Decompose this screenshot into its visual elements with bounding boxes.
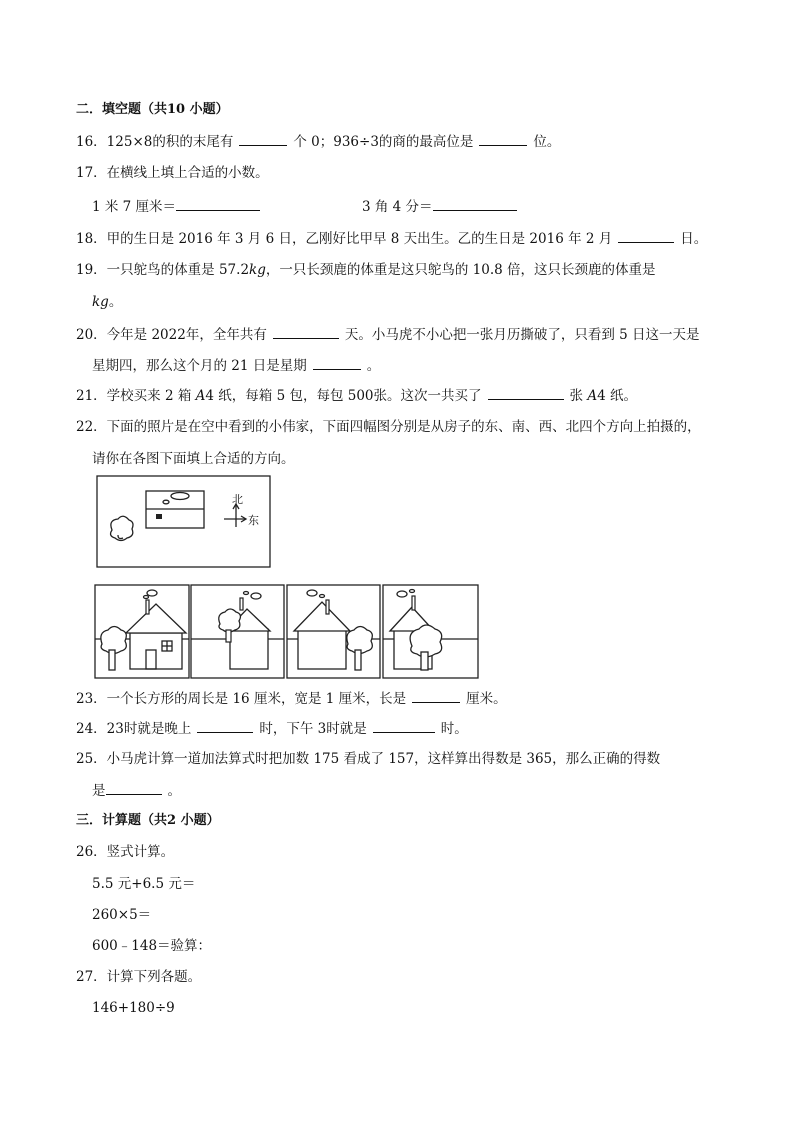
question-26-item-1: 5.5 元+6.5 元＝ xyxy=(92,876,196,892)
question-27-item-1: 146+180÷9 xyxy=(92,1000,175,1016)
chimney-icon xyxy=(156,514,162,519)
q21-text-a2: 4 纸，每箱 5 包，每包 500张。这次一共买了 xyxy=(205,388,482,404)
q16-text-c: 位。 xyxy=(533,134,561,150)
q17-text-a: 1 米 7 厘米＝ xyxy=(92,199,177,215)
q18-text-b: 日。 xyxy=(680,231,708,247)
question-20 xyxy=(76,325,700,344)
smoke-puff-icon xyxy=(163,500,169,504)
q16-text-a: 16．125×8的积的末尾有 xyxy=(76,134,234,150)
answer-blank[interactable] xyxy=(479,132,527,146)
q23-text-b: 厘米。 xyxy=(466,691,507,707)
q20-text-b: 天。小马虎不小心把一张月历撕破了，只看到 5 日这一天是 xyxy=(344,327,700,343)
answer-blank[interactable] xyxy=(273,325,339,339)
tree-top-view-icon xyxy=(111,516,133,540)
answer-blank[interactable] xyxy=(239,132,287,146)
q20-text-c: 星期四，那么这个月的 21 日是星期 xyxy=(92,358,307,374)
top-view-figure xyxy=(96,475,272,569)
q21-text-b: 张 xyxy=(569,388,588,404)
answer-blank[interactable] xyxy=(106,781,162,795)
north-label: 北 xyxy=(232,493,243,506)
section-2-title: 二．填空题（共10 小题） xyxy=(76,102,229,117)
question-25: 25．小马虎计算一道加法算式时把加数 175 看成了 157，这样算出得数是 365，那么正确的得数 xyxy=(76,751,661,767)
side-view-panel-3 xyxy=(287,585,380,678)
q24-text-c: 时。 xyxy=(440,721,468,737)
question-16 xyxy=(76,132,560,151)
q24-text-b: 时，下午 3时就是 xyxy=(259,721,367,737)
side-view-panel-2 xyxy=(191,585,284,678)
answer-blank[interactable] xyxy=(176,197,260,211)
q25-text-c: 。 xyxy=(167,783,181,799)
section-3-title: 三．计算题（共2 小题） xyxy=(76,813,220,828)
question-21 xyxy=(76,386,637,405)
smoke-cloud-icon xyxy=(171,493,189,500)
east-label: 东 xyxy=(248,514,259,527)
q17-text-b: 3 角 4 分＝ xyxy=(362,199,433,215)
q16-text-b: 个 0；936÷3的商的最高位是 xyxy=(293,134,474,150)
question-22-cont: 请你在各图下面填上合适的方向。 xyxy=(92,451,295,467)
q24-text-a: 24．23时就是晚上 xyxy=(76,721,192,737)
q19-text-c: 。 xyxy=(108,294,123,310)
q23-text-a: 23．一个长方形的周长是 16 厘米，宽是 1 厘米，长是 xyxy=(76,691,407,707)
top-view-frame xyxy=(97,476,270,567)
side-views-strip xyxy=(94,584,480,680)
q21-text-c: 4 纸。 xyxy=(597,388,637,404)
answer-blank[interactable] xyxy=(197,719,253,733)
q19-unit: kg xyxy=(249,262,266,278)
question-25-cont xyxy=(92,781,181,800)
q21-text-a: 21．学校买来 2 箱 xyxy=(76,388,196,404)
q19-unit: kg xyxy=(92,294,109,310)
question-17-item-b xyxy=(362,197,523,216)
question-20-cont xyxy=(92,356,380,375)
question-19-cont xyxy=(92,293,122,311)
q20-text-d: 。 xyxy=(366,358,381,374)
q25-text-b: 是 xyxy=(92,783,106,799)
question-26-item-3: 600﹣148＝验算： xyxy=(92,938,212,954)
side-view-panel-1 xyxy=(95,585,189,678)
question-23 xyxy=(76,689,507,708)
answer-blank[interactable] xyxy=(488,386,564,400)
q19-text-a: 19．一只鸵鸟的体重是 57.2 xyxy=(76,262,250,278)
answer-blank[interactable] xyxy=(373,719,435,733)
q21-paper-letter: A xyxy=(587,388,598,404)
question-26-item-2: 260×5＝ xyxy=(92,907,152,923)
tree-detail-icon xyxy=(118,535,123,539)
question-26-stem: 26．竖式计算。 xyxy=(76,844,175,860)
question-18 xyxy=(76,229,707,248)
answer-blank[interactable] xyxy=(618,229,674,243)
question-17-item-a xyxy=(92,197,266,216)
q19-text-b: ，一只长颈鹿的体重是这只鸵鸟的 10.8 倍，这只长颈鹿的体重是 xyxy=(265,262,656,278)
answer-blank[interactable] xyxy=(412,689,460,703)
q18-text-a: 18．甲的生日是 2016 年 3 月 6 日，乙刚好比甲早 8 天出生。乙的生日是 2016 年 2 月 xyxy=(76,231,613,247)
question-24 xyxy=(76,719,468,738)
question-27-stem: 27．计算下列各题。 xyxy=(76,969,202,985)
q20-text-a: 20．今年是 2022年，全年共有 xyxy=(76,327,267,343)
question-22: 22．下面的照片是在空中看到的小伟家，下面四幅图分别是从房子的东、南、西、北四个方向上拍摄的， xyxy=(76,419,701,435)
answer-blank[interactable] xyxy=(433,197,517,211)
q21-paper-letter: A xyxy=(195,388,206,404)
question-19 xyxy=(76,261,656,279)
answer-blank[interactable] xyxy=(313,356,361,370)
side-view-panel-4 xyxy=(383,585,478,678)
question-17-stem: 17．在横线上填上合适的小数。 xyxy=(76,165,269,181)
